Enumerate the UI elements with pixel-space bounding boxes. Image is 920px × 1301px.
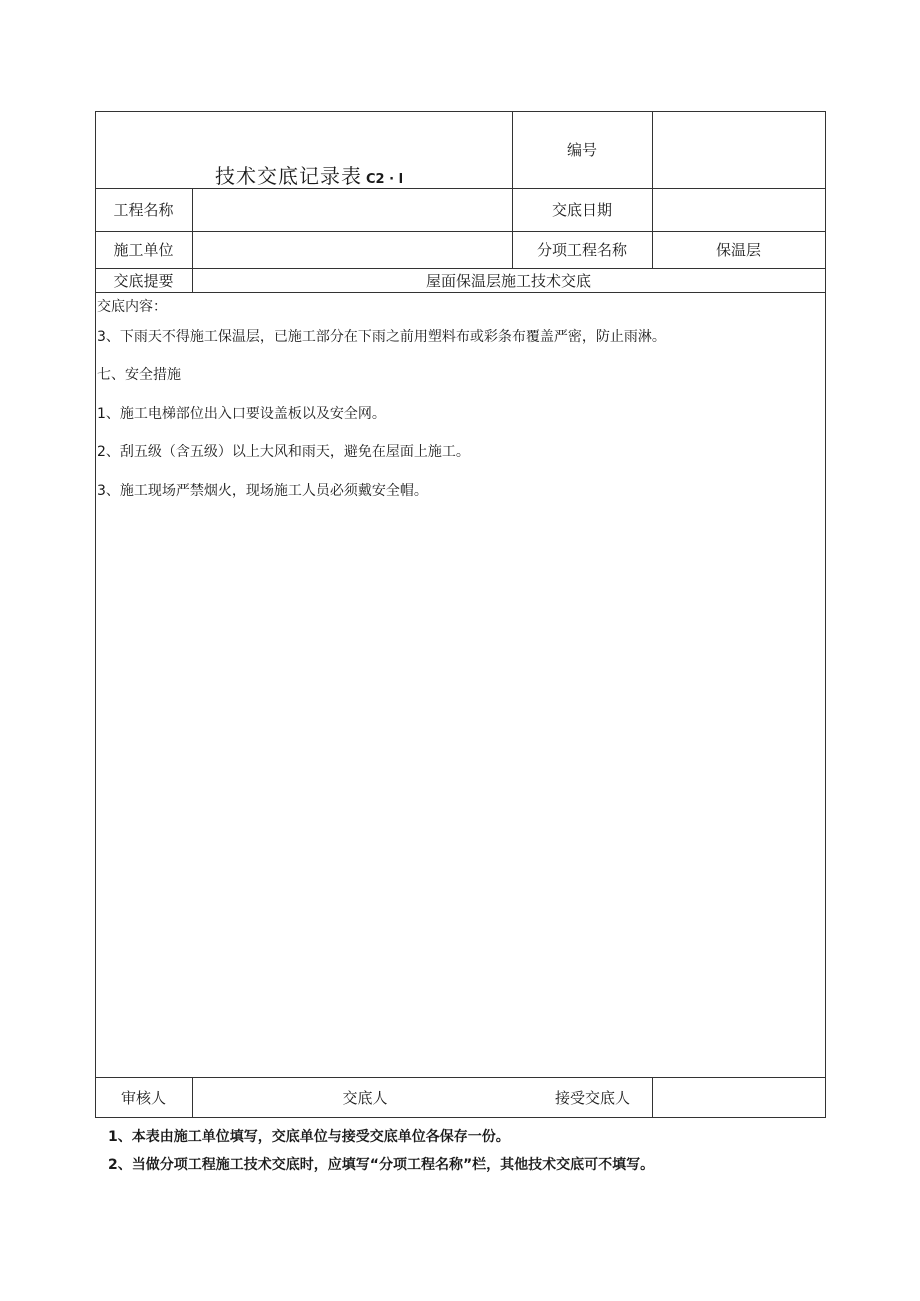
content-heading: 交底内容： [97, 299, 167, 315]
footnote: 1、本表由施工单位填写，交底单位与接受交底单位各保存一份。 [108, 1129, 510, 1145]
footnote: 2、当做分项工程施工技术交底时，应填写“分项工程名称”栏，其他技术交底可不填写。 [108, 1157, 655, 1173]
number-label: 编号 [566, 141, 597, 159]
contractor-field[interactable] [192, 231, 512, 268]
receiver-label: 接受交底人 [554, 1088, 630, 1107]
form-code: C2 · l [366, 172, 404, 187]
content-line: 七、安全措施 [97, 367, 181, 383]
summary-label: 交底提要 [113, 271, 174, 290]
subproject-label: 分项工程名称 [536, 241, 627, 259]
date-field[interactable] [652, 188, 825, 231]
receiver-signature-field[interactable] [652, 1077, 825, 1117]
form-title-text: 技术交底记录表 [215, 164, 362, 188]
form-title [215, 160, 403, 189]
summary-field[interactable]: 屋面保温层施工技术交底 [425, 271, 591, 290]
project-name-field[interactable] [192, 188, 512, 231]
subproject-field[interactable]: 保温层 [715, 241, 761, 259]
content-line: 2、刮五级（含五级）以上大风和雨天，避免在屋面上施工。 [97, 444, 470, 460]
date-label: 交底日期 [551, 201, 612, 219]
table-col-line [192, 1077, 193, 1117]
content-line: 1、施工电梯部位出入口要设盖板以及安全网。 [97, 406, 386, 422]
reviewer-label: 审核人 [120, 1088, 166, 1107]
discloser-label: 交底人 [342, 1088, 388, 1107]
project-name-label: 工程名称 [113, 201, 174, 219]
content-line: 3、下雨天不得施工保温层，已施工部分在下雨之前用塑料布或彩条布覆盖严密，防止雨淋。 [97, 329, 666, 345]
table-row-line [95, 292, 826, 293]
number-field[interactable] [652, 111, 825, 188]
table-border-right [825, 111, 826, 1118]
contractor-label: 施工单位 [113, 241, 174, 259]
table-border-bottom [95, 1117, 826, 1118]
content-line: 3、施工现场严禁烟火，现场施工人员必须戴安全帽。 [97, 483, 428, 499]
